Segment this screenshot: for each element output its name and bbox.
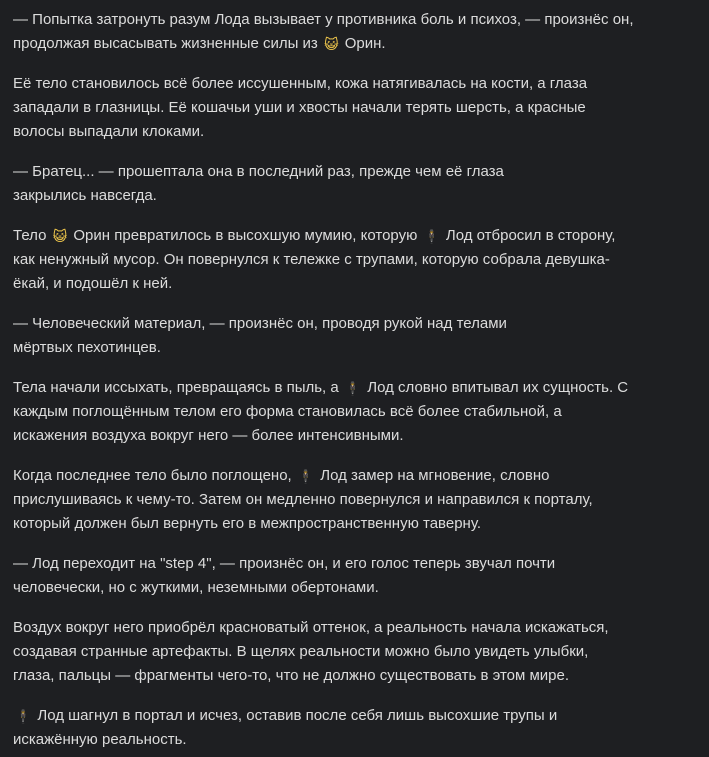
text-segment: Орин. (340, 35, 386, 52)
text-segment: прислушиваясь к чему-то. Затем он медленно повернулся и направился к порталу, (13, 491, 593, 508)
text-segment: закрылись навсегда. (13, 187, 157, 204)
text-line (13, 227, 615, 244)
text-segment: каждым поглощённым телом его форма становилась всё более стабильной, а (13, 403, 562, 420)
text-line (13, 35, 386, 52)
text-segment: Лод замер на мгновение, словно (316, 467, 550, 484)
text-segment: мёртвых пехотинцев. (13, 339, 161, 356)
levitating-man-icon: 🕴 (15, 710, 32, 725)
text-segment: Её тело становилось всё более иссушенным, кожа натягивалась на кости, а глаза (13, 75, 588, 92)
text-line (13, 275, 172, 292)
text-segment: Воздух вокруг него приобрёл красноватый оттенок, а реальность начала искажаться, (13, 619, 609, 636)
paragraph (13, 376, 695, 448)
paragraph (13, 704, 695, 752)
levitating-man-icon: 🕴 (344, 382, 362, 397)
paragraph (13, 224, 695, 296)
text-line (13, 467, 549, 484)
cat-face-icon: 😺 (52, 229, 68, 245)
text-segment: Тело (13, 227, 51, 244)
text-segment: искажённую реальность. (13, 731, 187, 748)
text-line (13, 99, 586, 116)
paragraph (13, 464, 695, 536)
text-segment: Лод словно впитывал их сущность. С (363, 379, 629, 396)
text-segment: Лод шагнул в портал и исчез, оставив после себя лишь высохшие трупы и (33, 707, 558, 724)
text-line (13, 619, 609, 636)
text-line (13, 731, 187, 748)
text-line (13, 163, 504, 180)
paragraph (13, 160, 695, 208)
text-line (13, 403, 562, 420)
text-line (13, 515, 481, 532)
text-segment: Орин превратилось в высохшую мумию, которую (69, 227, 422, 244)
paragraph (13, 616, 695, 688)
text-line (13, 427, 404, 444)
text-line (13, 491, 593, 508)
levitating-man-icon: 🕴 (423, 230, 440, 245)
paragraph (13, 72, 695, 144)
text-segment: западали в глазницы. Её кошачьи уши и хвосты начали терять шерсть, а красные (13, 99, 586, 116)
text-line (13, 707, 557, 724)
text-segment: человечески, но с жуткими, неземными обертонами. (13, 579, 379, 596)
text-segment: который должен был вернуть его в межпространственную таверну. (13, 515, 481, 532)
text-segment: продолжая высасывать жизненные силы из (13, 35, 322, 52)
text-line (13, 339, 161, 356)
text-segment: Тела начали иссыхать, превращаясь в пыль, а (13, 379, 343, 396)
cat-face-icon: 😺 (323, 37, 339, 53)
text-line (13, 555, 555, 572)
text-line (13, 75, 587, 92)
text-segment: Лод отбросил в сторону, (441, 227, 616, 244)
text-segment: волосы выпадали клоками. (13, 123, 205, 140)
text-line (13, 579, 379, 596)
paragraph (13, 552, 695, 600)
levitating-man-icon: 🕴 (297, 470, 315, 485)
text-segment: глаза, пальцы — фрагменты чего-то, что не должно существовать в этом мире. (13, 667, 570, 684)
text-segment: создавая странные артефакты. В щелях реальности можно было увидеть улыбки, (13, 643, 589, 660)
text-segment: — Попытка затронуть разум Лода вызывает у противника боль и психоз, — произнёс он, (13, 11, 634, 28)
text-segment: — Лод переходит на "step 4", — произнёс он, и его голос теперь звучал почти (13, 555, 556, 572)
paragraph (13, 312, 695, 360)
text-segment: искажения воздуха вокруг него — более интенсивными. (13, 427, 404, 444)
text-segment: Когда последнее тело было поглощено, (13, 467, 296, 484)
paragraph (13, 8, 695, 56)
text-line (13, 379, 628, 396)
text-line (13, 667, 569, 684)
text-segment: ёкай, и подошёл к ней. (13, 275, 173, 292)
text-line (13, 187, 157, 204)
text-line (13, 123, 204, 140)
text-line (13, 251, 610, 268)
text-segment: — Братец... — прошептала она в последний раз, прежде чем её глаза (13, 163, 504, 180)
text-line (13, 11, 634, 28)
text-segment: как ненужный мусор. Он повернулся к тележке с трупами, которую собрала девушка- (13, 251, 610, 268)
text-line (13, 315, 507, 332)
text-segment: — Человеческий материал, — произнёс он, проводя рукой над телами (13, 315, 507, 332)
text-line (13, 643, 588, 660)
